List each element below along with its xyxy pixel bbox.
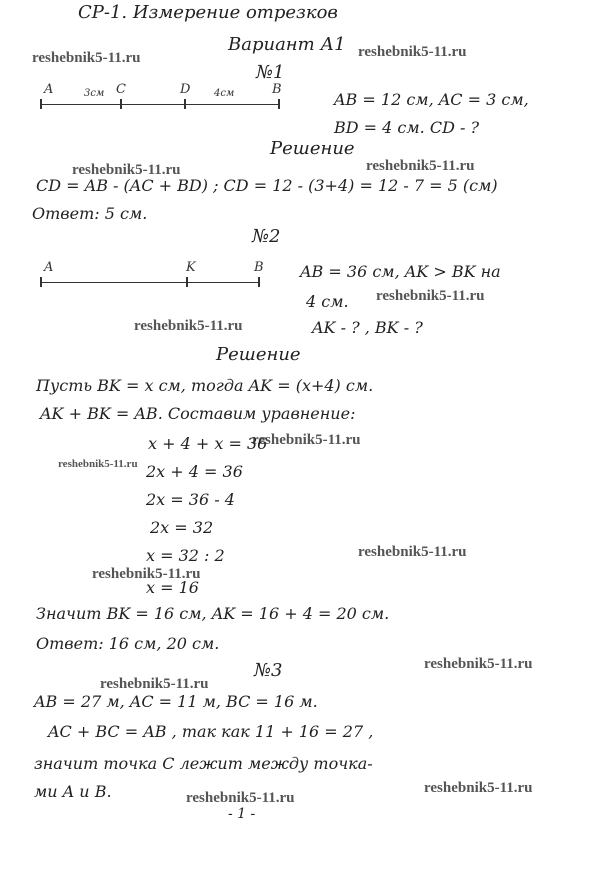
task3-line: значит точка C лежит между точка- (34, 754, 373, 773)
task1-answer: Ответ: 5 см. (32, 204, 148, 223)
task1-solution: CD = AB - (AC + BD) ; CD = 12 - (3+4) = 12 - 7 = 5 (см) (36, 176, 498, 195)
task2-solution-line: Пусть BK = x см, тогда AK = (x+4) см. (36, 376, 374, 395)
page-number: - 1 - (228, 806, 256, 822)
segment-line (40, 282, 260, 283)
segment-length-label: 3см (84, 88, 105, 99)
task2-solution-line: AK + BK = AB. Составим уравнение: (40, 404, 356, 423)
point-label-a: A (44, 82, 54, 97)
task3-number: №3 (254, 660, 283, 681)
task2-equation: x = 32 : 2 (146, 546, 225, 565)
task2-solution-heading: Решение (216, 344, 301, 365)
task2-answer: Ответ: 16 см, 20 см. (36, 634, 220, 653)
task2-conclusion: Значит BK = 16 см, AK = 16 + 4 = 20 см. (36, 604, 390, 623)
task1-given-line: AB = 12 см, AC = 3 см, (334, 90, 529, 109)
watermark: reshebnik5-11.ru (358, 544, 467, 560)
watermark: reshebnik5-11.ru (252, 432, 361, 448)
watermark: reshebnik5-11.ru (58, 458, 138, 470)
task2-given-line: AB = 36 см, AK > BK на (300, 262, 501, 281)
point-tick (184, 99, 186, 109)
point-tick (278, 99, 280, 109)
point-label-k: K (186, 260, 196, 275)
watermark: reshebnik5-11.ru (424, 656, 533, 672)
point-tick (186, 277, 188, 287)
watermark: reshebnik5-11.ru (32, 50, 141, 66)
watermark: reshebnik5-11.ru (376, 288, 485, 304)
point-tick (40, 99, 42, 109)
watermark: reshebnik5-11.ru (186, 790, 295, 806)
task2-equation: 2x + 4 = 36 (146, 462, 243, 481)
segment-line (40, 104, 280, 105)
watermark: reshebnik5-11.ru (134, 318, 243, 334)
point-tick (40, 277, 42, 287)
task2-given-line: AK - ? , BK - ? (312, 318, 423, 337)
watermark: reshebnik5-11.ru (92, 566, 201, 582)
task3-line: ми A и B. (34, 782, 112, 801)
task2-equation: x + 4 + x = 36 (148, 434, 268, 453)
page-title: СР-1. Измерение отрезков (78, 2, 338, 23)
point-label-c: C (116, 82, 126, 97)
point-tick (258, 277, 260, 287)
watermark: reshebnik5-11.ru (366, 158, 475, 174)
task2-equation: 2x = 32 (150, 518, 214, 537)
segment-length-label: 4см (214, 88, 235, 99)
watermark: reshebnik5-11.ru (100, 676, 209, 692)
point-label-b: B (272, 82, 282, 97)
task1-number: №1 (256, 62, 285, 83)
task3-line: AB = 27 м, AC = 11 м, BC = 16 м. (34, 692, 318, 711)
watermark: reshebnik5-11.ru (424, 780, 533, 796)
point-tick (120, 99, 122, 109)
task2-given-line: 4 см. (306, 292, 349, 311)
point-label-a: A (44, 260, 54, 275)
point-label-d: D (180, 82, 191, 97)
task1-solution-heading: Решение (270, 138, 355, 159)
task2-number: №2 (252, 226, 281, 247)
watermark: reshebnik5-11.ru (72, 162, 181, 178)
task2-equation: 2x = 36 - 4 (146, 490, 235, 509)
variant-label: Вариант А1 (228, 34, 346, 55)
task1-given-line: BD = 4 см. CD - ? (334, 118, 480, 137)
task2-equation: x = 16 (146, 578, 199, 597)
task3-line: AC + BC = AB , так как 11 + 16 = 27 , (48, 722, 374, 741)
point-label-b: B (254, 260, 264, 275)
watermark: reshebnik5-11.ru (358, 44, 467, 60)
